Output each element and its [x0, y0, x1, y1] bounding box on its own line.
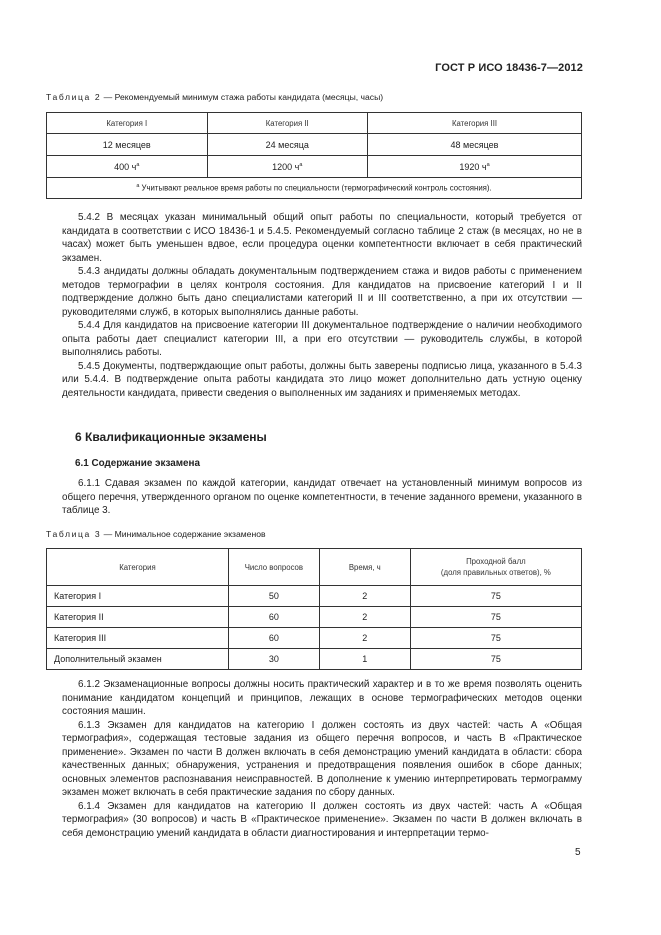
section-6-1-paragraphs — [62, 678, 582, 840]
paragraph-6-1-1: 6.1.1 Сдавая экзамен по каждой категории, кандидат отвечает на установленный минимум вопросов из общего перечня, утвержденного органом по оценке компетентности, в течение заданного времени, указанного в таблице 3. — [62, 478, 582, 516]
cell-value: 1920 ч — [459, 161, 487, 172]
table-cell: 2 — [319, 607, 410, 628]
table-row — [47, 134, 582, 156]
footnote-mark: a — [486, 161, 490, 168]
column-header: Категория I — [47, 113, 208, 134]
table-row — [47, 586, 582, 607]
table-cell — [47, 156, 208, 178]
table3-caption-prefix: Таблица 3 — [46, 529, 102, 539]
section-5-4-paragraphs — [62, 211, 582, 400]
paragraph-5-4-5: 5.4.5 Документы, подтверждающие опыт работы, должны быть заверены подписью лица, указанного в 5.4.3 или 5.4.4. В подтверждение опыта работы кандидата это лицо может дополнительно дать устную оценку деятельности кандидата, привести сведения о выполненных им заданиях и применяемых методах. — [62, 360, 582, 399]
column-header: Число вопросов — [228, 549, 319, 586]
table-cell: 2 — [319, 628, 410, 649]
table-cell: Дополнительный экзамен — [47, 649, 229, 670]
table-row — [47, 156, 582, 178]
table-footnote-row — [47, 178, 582, 199]
page-number: 5 — [575, 847, 581, 858]
table-header-row — [47, 549, 582, 586]
table-cell: Категория III — [47, 628, 229, 649]
footnote-mark: a — [299, 161, 303, 168]
paragraph-5-4-2: 5.4.2 В месяцах указан минимальный общий опыт работы по специальности, который требуется от кандидата в соответствии с ИСО 18436-1 и 5.4.5. Рекомендуемый согласно таблице 2 стаж (в месяцах, но не в часах) может быть уменьшен вдвое, если процедура оценки компетентности включает в себя практический экзамен. — [62, 212, 582, 264]
table-header-row — [47, 113, 582, 134]
column-header — [410, 549, 581, 586]
footnote-text: Учитывают реальное время работы по специальности (термографический контроль состояния). — [139, 183, 492, 193]
paragraph-6-1-4: 6.1.4 Экзамен для кандидатов на категорию II должен состоять из двух частей: часть A «Общая термография» (30 вопросов) и часть B «Практическое применение». Экзамен по части B должен включать в себя демонстрацию умений кандидата в области диагностирования и интерпретации термо- — [62, 800, 582, 839]
table-cell: 50 — [228, 586, 319, 607]
table-cell — [368, 156, 582, 178]
table-cell — [207, 156, 368, 178]
table2-caption-text: — Рекомендуемый минимум стажа работы кандидата (месяцы, часы) — [101, 92, 384, 102]
column-header: Категория II — [207, 113, 368, 134]
table-cell: 2 — [319, 586, 410, 607]
header-line: (доля правильных ответов), % — [440, 568, 551, 577]
table-cell: 60 — [228, 628, 319, 649]
exam-content-table — [46, 548, 582, 670]
section-6-1-1-paragraph — [62, 477, 582, 518]
experience-table — [46, 112, 582, 199]
table-cell: 60 — [228, 607, 319, 628]
table3-caption — [46, 529, 266, 539]
table-cell: 30 — [228, 649, 319, 670]
table-row — [47, 607, 582, 628]
subsection-heading: 6.1 Содержание экзамена — [75, 458, 200, 469]
document-code: ГОСТ Р ИСО 18436-7—2012 — [435, 62, 583, 74]
footnote-mark: a — [136, 183, 140, 190]
table-cell: 75 — [410, 628, 581, 649]
section-heading: 6 Квалификационные экзамены — [75, 430, 267, 444]
table-row — [47, 649, 582, 670]
table-footnote — [47, 178, 582, 199]
paragraph-6-1-2: 6.1.2 Экзаменационные вопросы должны носить практический характер и в то же время позволять оценить понимание кандидатом концепций и принципов, лежащих в основе термографических методов оценки состояния машин. — [62, 679, 582, 717]
column-header: Время, ч — [319, 549, 410, 586]
footnote-mark: a — [136, 161, 140, 168]
column-header: Категория III — [368, 113, 582, 134]
column-header: Категория — [47, 549, 229, 586]
table-cell: 1 — [319, 649, 410, 670]
table-row — [47, 628, 582, 649]
paragraph-6-1-3: 6.1.3 Экзамен для кандидатов на категорию I должен состоять из двух частей: часть A «Общая термография», содержащая тестовые задания из общего перечня вопросов, и часть B «Практическое применение». Экзамен по части B должен включать в себя демонстрацию умений кандидата в области: сбора качественных данных; обнаружения, устранения и предотвращения появления ошибок в сборе данных; основных элементов распознавания неисправностей. В дополнение к умению интерпретировать термограмму экзамен может включать в себя практические задания по сбору данных. — [62, 719, 582, 798]
paragraph-5-4-3: 5.4.3 андидаты должны обладать документальным подтверждением стажа и видов работы с применением методов термографии в целях контроля состояния. Для кандидатов на присвоение категорий I и II подтверждение должно быть дано специалистами категорий II и III соответственно, а при их отсутствии — руководителями служб, в которых выполнялись данные работы. — [62, 266, 582, 318]
table-cell: 75 — [410, 607, 581, 628]
table-cell: 48 месяцев — [368, 134, 582, 156]
table-cell: 24 месяца — [207, 134, 368, 156]
table2-caption — [46, 92, 383, 102]
table-cell: 12 месяцев — [47, 134, 208, 156]
table3-caption-text: — Минимальное содержание экзаменов — [101, 529, 266, 539]
table-cell: Категория II — [47, 607, 229, 628]
paragraph-5-4-4: 5.4.4 Для кандидатов на присвоение категории III документальное подтверждение о наличии необходимого опыта работы дает специалист категории III, а при его отсутствии — руководитель службы, в которой выполнялись работы. — [62, 320, 582, 358]
table-cell: Категория I — [47, 586, 229, 607]
table-cell: 75 — [410, 586, 581, 607]
header-line: Проходной балл — [466, 557, 526, 566]
cell-value: 1200 ч — [272, 161, 300, 172]
table2-caption-prefix: Таблица 2 — [46, 92, 102, 102]
cell-value: 400 ч — [114, 161, 137, 172]
table-cell: 75 — [410, 649, 581, 670]
